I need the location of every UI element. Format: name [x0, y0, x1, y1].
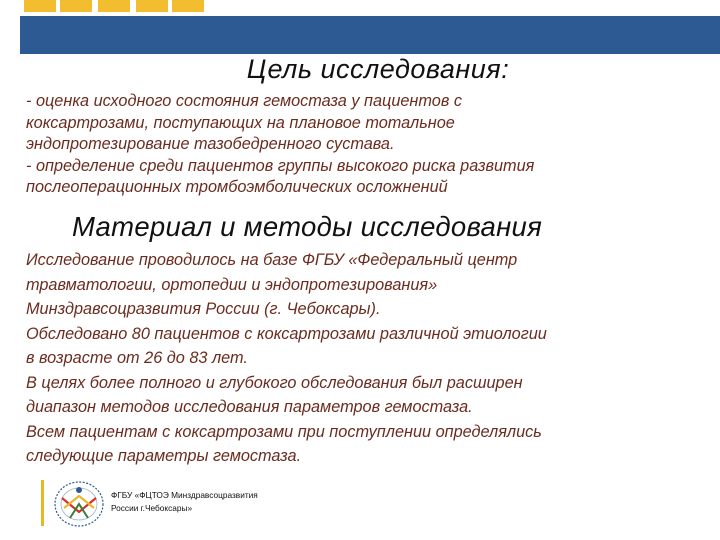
accent-square	[60, 0, 92, 12]
methods-line: Всем пациентам с коксартрозами при поступлении определялись	[26, 422, 542, 441]
methods-line: травматологии, ортопедии и эндопротезирования»	[26, 275, 438, 294]
top-decoration	[0, 0, 720, 14]
goal-line: - определение среди пациентов группы высокого риска развития	[26, 156, 535, 175]
goal-line: - оценка исходного состояния гемостаза у пациентов с	[26, 92, 462, 110]
footer-accent-bar	[41, 480, 44, 526]
goal-line: послеоперационных тромбоэмболических осложнений	[26, 178, 448, 196]
methods-text	[26, 248, 706, 469]
footer-line: России г.Чебоксары»	[111, 503, 193, 513]
methods-line: Обследовано 80 пациентов с коксартрозами различной этиологии	[26, 324, 547, 343]
goal-text	[26, 91, 706, 199]
goal-title: Цель исследования:	[246, 54, 510, 84]
methods-line: в возрасте от 26 до 83 лет.	[26, 349, 248, 367]
methods-line: В целях более полного и глубокого обследования был расширен	[26, 373, 523, 392]
goal-line: коксартрозами, поступающих на плановое тотальное	[26, 113, 455, 132]
footer-line: ФГБУ «ФЦТОЭ Минздравсоцразвития	[111, 490, 258, 500]
accent-square	[24, 0, 56, 12]
footer-organization	[111, 489, 341, 515]
accent-square	[136, 0, 168, 12]
header-band	[20, 16, 720, 54]
center-logo-icon	[50, 478, 108, 530]
methods-line: Минздравсоцразвития России (г. Чебоксары).	[26, 300, 381, 318]
methods-line: Исследование проводилось на базе ФГБУ «Федеральный центр	[26, 251, 518, 269]
methods-line: диапазон методов исследования параметров гемостаза.	[26, 398, 473, 416]
methods-title: Материал и методы исследования	[72, 211, 543, 242]
goal-line: эндопротезирование тазобедренного сустава.	[26, 135, 395, 153]
methods-line: следующие параметры гемостаза.	[26, 447, 302, 465]
accent-square	[98, 0, 130, 12]
accent-square	[172, 0, 204, 12]
